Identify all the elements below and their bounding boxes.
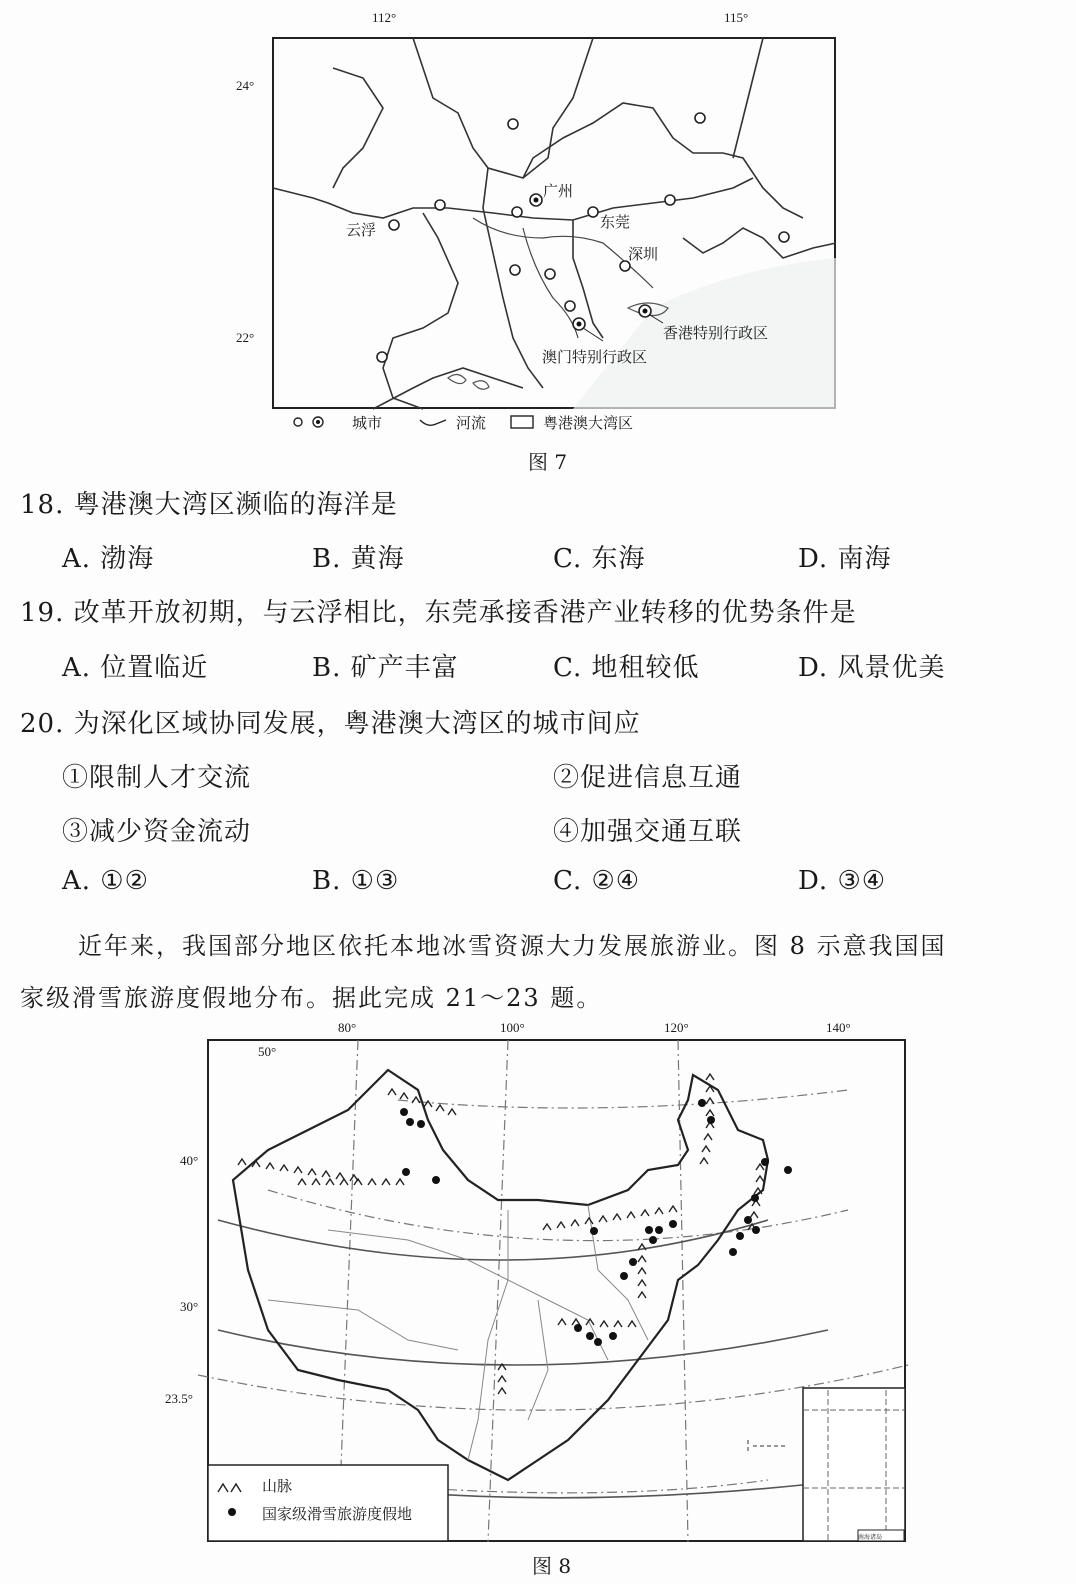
question-stem: 18. 粤港澳大湾区濒临的海洋是: [20, 490, 398, 520]
figure-7-caption: 图 7: [528, 450, 568, 474]
lon-tick-140: 140°: [826, 1020, 851, 1035]
legend-resort: 国家级滑雪旅游度假地: [262, 1505, 413, 1523]
label-dongguan: 东莞: [600, 213, 631, 231]
city-icon: [292, 414, 332, 430]
option-b: B. 黄海: [312, 544, 405, 574]
lat-tick-24: 24°: [236, 78, 255, 93]
lon-tick-100: 100°: [500, 1020, 525, 1035]
river-icon: [418, 414, 448, 430]
bay-area-icon: [510, 414, 536, 430]
label-shenzhen: 深圳: [628, 245, 659, 263]
statement-3: ③减少资金流动: [62, 817, 252, 847]
label-guangzhou: 广州: [543, 182, 574, 200]
option-c: C. 东海: [553, 544, 646, 574]
lon-tick-112: 112°: [372, 10, 397, 25]
legend-city: 城市: [352, 414, 383, 432]
resort-icon: [226, 1506, 238, 1518]
statement-2: ②促进信息互通: [553, 763, 743, 793]
option-d: D. ③④: [798, 866, 887, 896]
lon-tick-120: 120°: [664, 1020, 689, 1035]
lat-tick-30: 30°: [180, 1299, 199, 1314]
resort-markers: [400, 1099, 792, 1346]
china-outline: [233, 1070, 768, 1480]
lat-tick-50: 50°: [258, 1044, 277, 1059]
passage-line-2: 家级滑雪旅游度假地分布。据此完成 21～23 题。: [20, 984, 603, 1012]
lon-tick-80: 80°: [338, 1020, 357, 1035]
option-b: B. 矿产丰富: [312, 653, 459, 683]
option-a: A. 渤海: [62, 544, 155, 574]
passage-line-1: 近年来，我国部分地区依托本地冰雪资源大力发展旅游业。图 8 示意我国国: [78, 932, 947, 960]
statement-4: ④加强交通互联: [553, 817, 743, 847]
question-stem: 20. 为深化区域协同发展，粤港澳大湾区的城市间应: [20, 709, 641, 739]
figure-8-caption: 图 8: [532, 1554, 572, 1578]
option-c: C. 地租较低: [553, 653, 700, 683]
label-yunfu: 云浮: [346, 221, 377, 239]
figure-8-map: [208, 1040, 906, 1542]
statement-1: ①限制人才交流: [62, 763, 252, 793]
option-b: B. ①③: [312, 866, 400, 896]
inset-label: 南海诸岛: [858, 1534, 883, 1541]
question-stem: 19. 改革开放初期，与云浮相比，东莞承接香港产业转移的优势条件是: [20, 598, 857, 628]
south-china-sea-inset: [803, 1388, 905, 1541]
option-d: D. 风景优美: [798, 653, 946, 683]
option-a: A. 位置临近: [62, 653, 209, 683]
lat-tick-40: 40°: [180, 1153, 199, 1168]
mountain-icon: [216, 1480, 248, 1494]
legend-mountain: 山脉: [262, 1477, 293, 1495]
lon-tick-115: 115°: [724, 10, 749, 25]
label-macao: 澳门特别行政区: [542, 348, 648, 366]
legend-bay-area: 粤港澳大湾区: [543, 414, 634, 432]
option-d: D. 南海: [798, 544, 892, 574]
option-a: A. ①②: [62, 866, 149, 896]
label-hongkong: 香港特别行政区: [663, 324, 769, 342]
option-c: C. ②④: [553, 866, 641, 896]
lat-tick-23-5: 23.5°: [165, 1391, 193, 1406]
mountain-symbols: [238, 1074, 764, 1394]
lat-tick-22: 22°: [236, 330, 255, 345]
legend-river: 河流: [456, 414, 487, 432]
